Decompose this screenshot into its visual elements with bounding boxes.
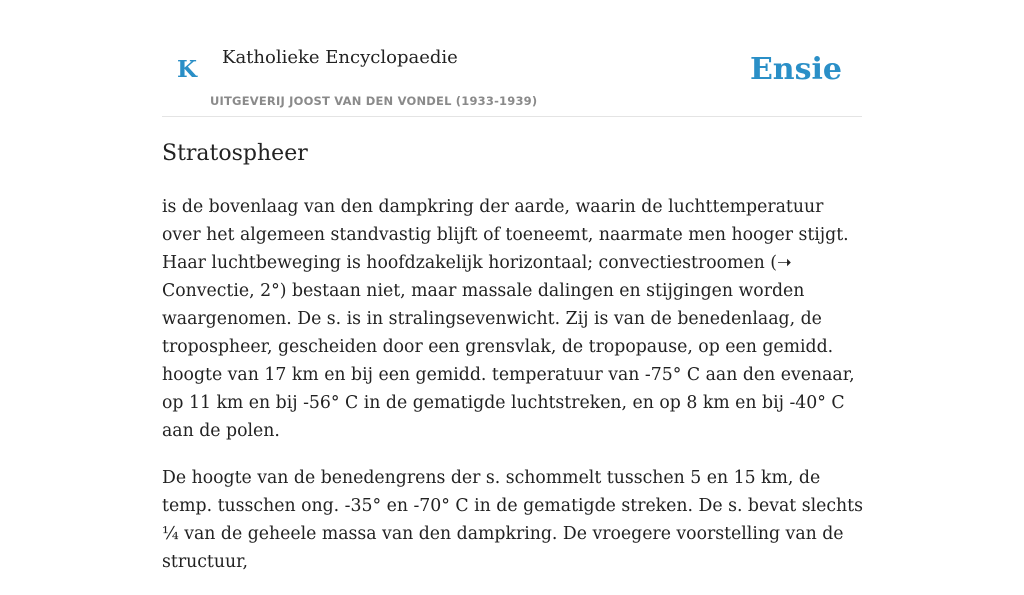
- article-paragraph: is de bovenlaag van den dampkring der aarde, waarin de luchttemperatuur over het algemeen standvastig blijft of toeneemt, naarmate men hooger stijgt. Haar luchtbeweging is hoofdzakelijk horizontaal; convectiestroomen (➝ Convectie, 2°) bestaan niet, maar massale dalingen en stijgingen worden waargenomen. De s. is in stralingsevenwicht. Zij is van de benedenlaag, de tropospheer, gescheiden door een grensvlak, de tropopause, op een gemidd. hoogte van 17 km en bij een gemidd. temperatuur van -75° C aan den evenaar, op 11 km en bij -56° C in de gematigde luchtstreken, en op 8 km en bij -40° C aan de polen.: [162, 197, 855, 441]
- ensie-logo-link[interactable]: Ensie: [749, 52, 842, 87]
- publisher-label: UITGEVERIJ JOOST VAN DEN VONDEL (1933-1939): [210, 94, 538, 108]
- article-title: Stratospheer: [162, 141, 308, 166]
- site-header: [162, 0, 862, 117]
- article-paragraph: De hoogte van de benedengrens der s. schommelt tusschen 5 en 15 km, de temp. tusschen ong. -35° en -70° C in de gematigde streken. De s. bevat slechts ¼ van de geheele massa van den dampkring. De vroegere voorstelling van de structuur,: [162, 468, 863, 572]
- article: [162, 138, 867, 595]
- encyclopedia-logo[interactable]: K: [177, 56, 197, 83]
- book-title-link[interactable]: Katholieke Encyclopaedie: [222, 47, 458, 68]
